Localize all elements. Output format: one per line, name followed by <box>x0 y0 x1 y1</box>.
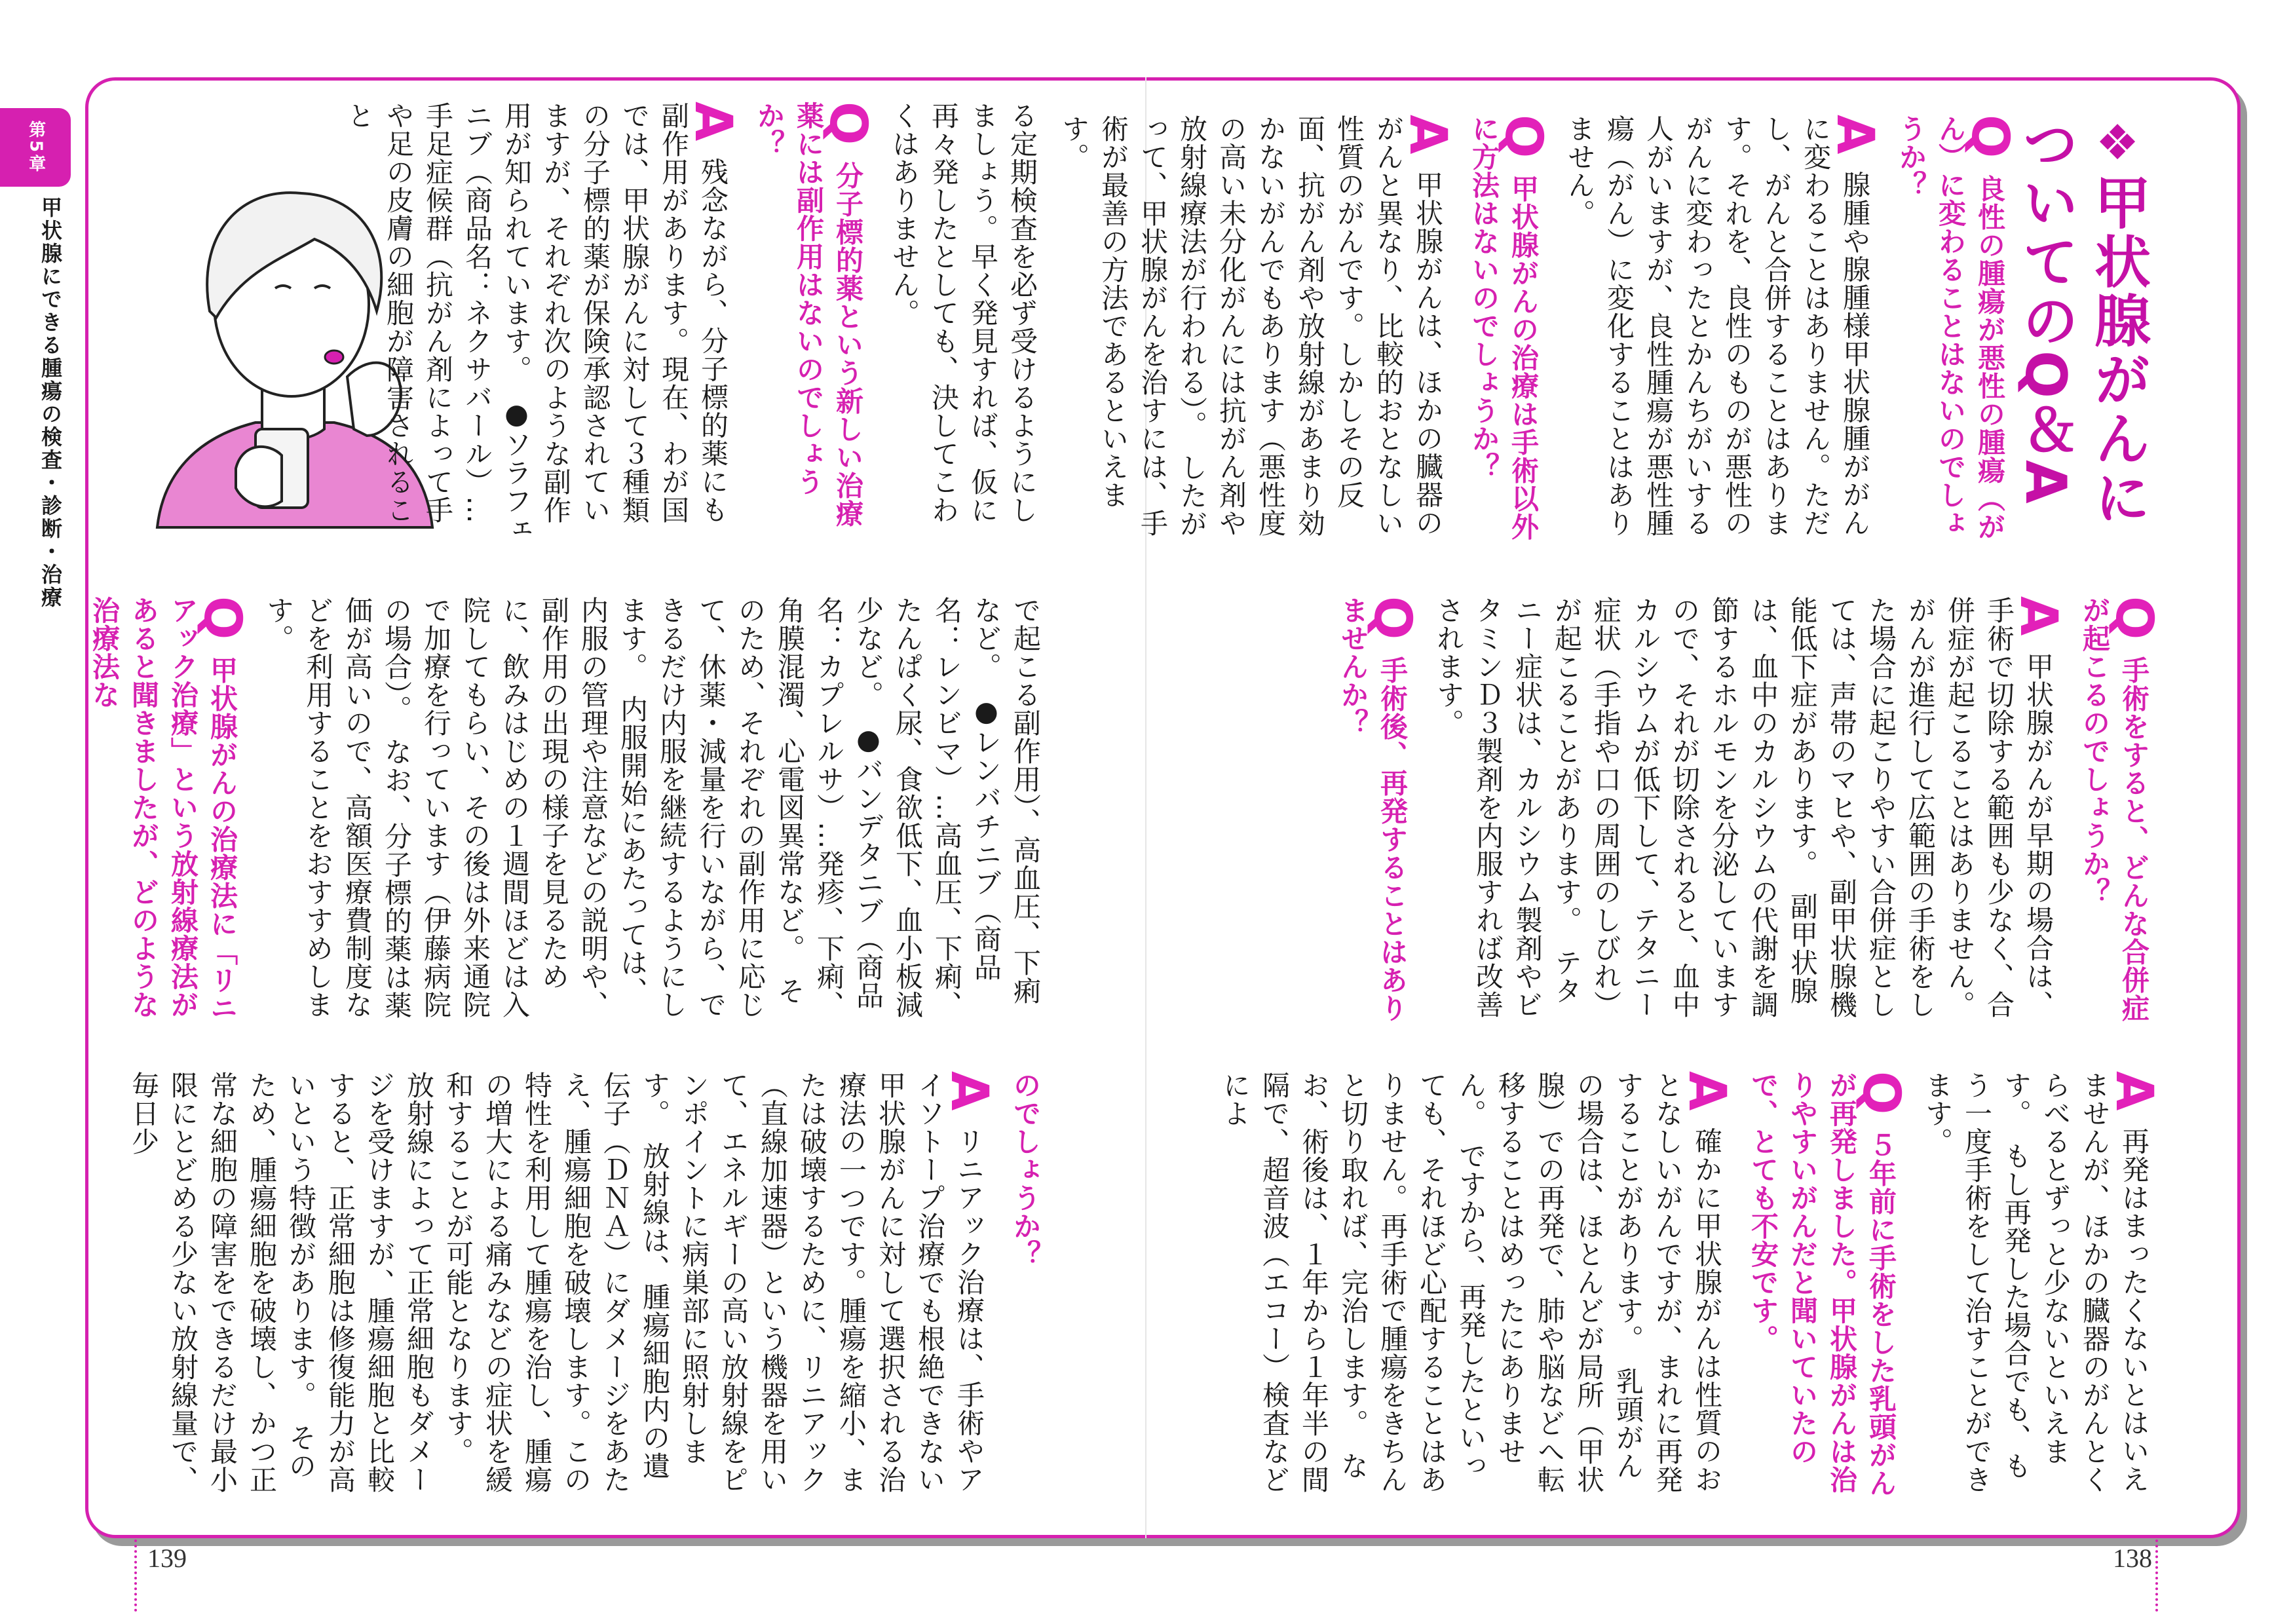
page-number-dots-left <box>134 1539 137 1612</box>
a-icon: A <box>2009 596 2068 637</box>
question-2: 甲状腺がんの治療は手術以外に方法はないのでしょうか？ <box>1468 115 1540 541</box>
q-icon: Q <box>2104 596 2163 641</box>
page-number-dots-right <box>2155 1539 2158 1612</box>
question-5: ５年前に手術をした乳頭がんが再発しました。甲状腺がんは治りやすいがんだと聞いていたので、とても不安です。 <box>1747 1071 1897 1498</box>
answer-7: リニアック治療は、手術やアイソトープ治療でも根絶できない甲状腺がんに対して選択される治療法の一つです。腫瘍を縮小、または破壊するために、リニアック（直線加速器）という機器を用いて、エネルギーの高い放射線をピンポイントに病巣部に照射します。 放射線は、腫瘍細胞内の遺伝子（ＤＮＡ）にダメージをあたえ、腫瘍細胞を破壊します。この特性を利用して腫瘍を治し、腫瘍の増大による痛みなどの症状を緩和することが可能となります。 放射線によって正常細胞もダメージを受けますが、腫瘍細胞と比較すると、正常細胞は修復能力が高いという特徴があります。 そのため、腫瘍細胞を破壊し、かつ正常な細胞の障害をできるだけ最小限にとどめる少ない放射線量で、毎日少 <box>128 1071 985 1494</box>
question-7-continued: のでしょうか？ <box>1010 1071 1042 1268</box>
a-icon: A <box>1825 115 1884 155</box>
question-7: 甲状腺がんの治療法に「リニアック治療」という放射線療法があると聞きましたが、どのような治療法な <box>88 596 238 1023</box>
answer-1: 腺腫や腺腫様甲状腺腫ががんに変わることはありません。ただし、がんと合併することはあります。それを、良性のものが悪性のがんに変わったとかんちがいする人がいますが、良性腫瘍が悪性腫瘍（がん）に変化することはありません。 <box>1564 115 1871 537</box>
answer-6-continued: で起こる副作用）、高血圧、下痢など。 ●レンバチニブ（商品名：レンビマ）…高血圧、下痢、たんぱく尿、食欲低下、血小板減少など。 ●バンデタニブ（商品名：カプレルサ）…発疹、下痢、角膜混濁、心電図異常など。 そのため、それぞれの副作用に応じて、休薬・減量を行いながら、できるだけ内服を継続するようにします。 内服開始にあたっては、内服の管理や注意などの説明や、副作用の出現の様子を見るために、飲みはじめの１週間ほどは入院してもらい、その後は外来通院で加療を行っています（伊藤病院の場合）。 なお、分子標的薬は薬価が高いので、高額医療費制度などを利用することをおすすめします。 <box>263 596 1042 1019</box>
a-icon: A <box>939 1071 998 1112</box>
q-icon: Q <box>1363 596 1422 641</box>
answer-4: 再発はまったくないとはいえませんが、ほかの臓器のがんとくらべるとずっと少ないといえます。 もし再発した場合でも、もう一度手術をして治すことができます。 <box>1922 1071 2150 1494</box>
q-icon: Q <box>1851 1071 1910 1116</box>
a-icon: A <box>1677 1071 1736 1112</box>
answer-3: 甲状腺がんが早期の場合は、手術で切除する範囲も少なく、合併症が起こることはありません。 がんが進行して広範囲の手術をした場合に起こりやすい合併症としては、声帯のマヒや、副甲状腺機能低下症があります。 副甲状腺は、血中のカルシウムの代謝を調節するホルモンを分泌していますので、それが切除されると、血中カルシウムが低下して、テタニー症状（手指や口の周囲のしびれ）が起こることがあります。 テタニー症状は、カルシウム製剤やビタミンＤ３製剤を内服すれば改善されます。 <box>1433 596 2054 1033</box>
q-icon: Q <box>818 102 877 146</box>
answer-6: 残念ながら、分子標的薬にも副作用があります。現在、わが国では、甲状腺がんに対して３種類の分子標的薬が保険承認されていますが、それぞれ次のような副作用が知られています。 ●ソラフェニブ（商品名：ネクサバール）…手足症候群（抗がん剤によって手や足の皮膚の細胞が障害されること <box>343 102 729 543</box>
continued-text: る定期検査を必ず受けるようにしましょう。早く発見すれば、仮に再々発したとしても、決してこわくはありません。 <box>888 102 1038 524</box>
question-3: 手術をすると、どんな合併症が起こるのでしょうか？ <box>2079 596 2150 1023</box>
answer-5: 確かに甲状腺がんは性質のおとなしいがんですが、まれに再発することがあります。 乳頭がんの場合は、ほとんどが局所（甲状腺）での再発で、肺や脳などへ転移することはめったにありません。 ですから、再発したといっても、それほど心配することはありません。再手術で腫瘍をきちんと切り取れば、完治します。 なお、術後は、１年から１年半の間隔で、超音波（エコー）検査などによ <box>1219 1071 1723 1494</box>
question-6: 分子標的薬という新しい治療薬には副作用はないのでしょうか？ <box>753 102 864 528</box>
question-4: 手術後、再発することはありませんか？ <box>1337 596 1409 1023</box>
page-number-right: 138 <box>2113 1543 2152 1573</box>
diamond-icon: ❖ <box>2089 115 2146 174</box>
answer-2: 甲状腺がんは、ほかの臓器のがんと異なり、比較的おとなしい性質のがんです。しかしその反面、抗がん剤や放射線があまり効かないがんでもあります（悪性度の高い未分化がんには抗がん剤や放射線療法が行われる）。 したがって、甲状腺がんを治すには、手術が最善の方法であるといえます。 <box>1058 115 1444 538</box>
left-page-column-2 <box>88 596 1045 1029</box>
a-icon: A <box>1398 115 1457 155</box>
right-page-column-2 <box>1236 596 2163 1033</box>
right-page-column-3 <box>1219 1071 2163 1503</box>
page-title: ❖甲状腺がんについてのQ＆A <box>2013 115 2150 527</box>
page-number-left: 139 <box>147 1543 187 1573</box>
a-icon: A <box>683 102 742 142</box>
chapter-title: 甲状腺にできる腫瘍の検査・診断・治療 <box>38 197 63 609</box>
left-page-column-3 <box>102 1071 1045 1503</box>
a-icon: A <box>2104 1071 2163 1112</box>
question-1: 良性の腫瘍が悪性の腫瘍（がん）に変わることはないのでしょうか？ <box>1895 115 2006 541</box>
chapter-tab: 第5章 <box>0 108 71 187</box>
q-icon: Q <box>1960 115 2019 159</box>
q-icon: Q <box>1494 115 1553 159</box>
left-page-column-1 <box>343 102 1042 547</box>
right-page-column-1 <box>1058 115 2153 547</box>
q-icon: Q <box>193 596 252 641</box>
